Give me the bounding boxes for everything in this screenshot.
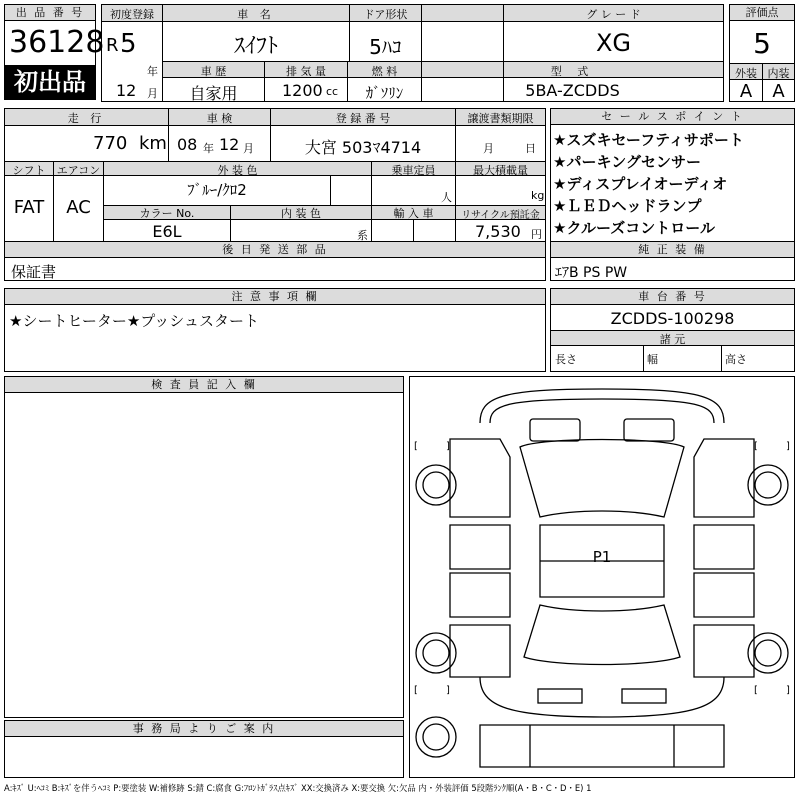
sales-points-header: セ ー ル ス ポ イ ン ト	[551, 109, 794, 125]
reg-year: 5	[120, 29, 137, 59]
capacity-header: 乗車定員	[391, 164, 436, 177]
exterior-color-value: ﾌﾞﾙｰ/ｸﾛ2	[187, 181, 247, 199]
sales-point: ★パーキングセンサー	[553, 153, 701, 171]
shift-header: シフト	[12, 164, 46, 177]
aircon-value: AC	[66, 197, 91, 218]
interior-color-unit: 系	[357, 229, 368, 242]
damage-diagram-box	[409, 376, 795, 778]
sales-points-box	[550, 108, 795, 242]
load-capacity-unit: kg	[531, 189, 545, 202]
chassis-header: 車 台 番 号	[551, 289, 794, 305]
height-label: 高さ	[725, 353, 747, 366]
later-parts-box	[4, 241, 546, 281]
grade-header: グ レ ー ド	[586, 8, 641, 21]
history-value: 自家用	[189, 84, 238, 103]
lot-number: 36128	[9, 25, 105, 60]
transfer-day-unit: 日	[525, 142, 536, 155]
office-header: 事 務 局 よ り ご 案 内	[5, 721, 403, 737]
transfer-header: 譲渡書類期限	[467, 112, 534, 125]
recycle-value: 7,530	[475, 222, 521, 241]
plate-header: 登 録 番 号	[335, 112, 391, 125]
notes-box	[4, 288, 546, 372]
exterior-score-label: 外装	[735, 67, 757, 80]
equipment-header: 純 正 装 備	[551, 242, 794, 258]
sales-point: ★クルーズコントロール	[553, 219, 715, 237]
grade-value: XG	[595, 29, 632, 57]
vehicle-info-box	[101, 4, 724, 102]
lot-box	[4, 4, 105, 100]
displacement-unit: cc	[326, 85, 339, 98]
mileage-value: 770	[93, 133, 128, 154]
later-parts-value: 保証書	[11, 263, 57, 281]
fuel-value: ｶﾞｿﾘﾝ	[365, 84, 404, 102]
door-header: ドア形状	[363, 8, 408, 21]
equipment-box	[550, 241, 795, 281]
svg-text:]: ]	[446, 685, 450, 696]
color-no-value: E6L	[152, 222, 182, 241]
import-header: 輸 入 車	[393, 207, 434, 220]
recycle-unit: 円	[531, 228, 542, 241]
displacement-value: 1200	[282, 81, 323, 100]
mileage-unit: km	[139, 133, 167, 154]
inspection-header: 車 検	[206, 112, 233, 125]
door-shape: 5ﾊｺ	[369, 35, 402, 59]
dims-header: 諸 元	[659, 333, 686, 346]
interior-score-label: 内装	[767, 67, 790, 80]
car-name-header: 車 名	[237, 8, 275, 21]
interior-color-header: 内 装 色	[281, 207, 321, 220]
score-box	[729, 4, 795, 102]
svg-text:[: [	[414, 685, 418, 696]
aircon-header: エアコン	[56, 164, 101, 177]
sales-point: ★ＬＥＤヘッドランプ	[553, 197, 702, 215]
score-header: 評価点	[730, 5, 794, 21]
color-no-header: カラー No.	[139, 207, 195, 220]
history-header: 車 歴	[200, 65, 227, 78]
model-header: 型 式	[550, 65, 595, 78]
damage-mark-p1: P1	[592, 548, 612, 566]
svg-text:]: ]	[786, 441, 790, 452]
inspection-year: 08	[177, 135, 198, 154]
exterior-color-header: 外 装 色	[217, 164, 258, 177]
load-capacity-header: 最大積載量	[473, 164, 528, 177]
reg-month-unit: 月	[147, 87, 158, 100]
inspector-box	[4, 376, 404, 718]
model-value: 5BA-ZCDDS	[525, 81, 620, 100]
inspection-month-unit: 月	[243, 142, 254, 155]
interior-score: A	[772, 81, 785, 102]
svg-text:]: ]	[446, 441, 450, 452]
legend-text: A:ｷｽﾞ U:ﾍｺﾐ B:ｷｽﾞを伴うﾍｺﾐ P:要塗装 W:補修跡 S:錆 C:腐食 G:ﾌﾛﾝﾄｶﾞﾗｽ点ｷｽﾞ XX:交換済み X:要交換 欠:欠品 内・外装評価 5段階ﾗﾝｸ順(A・B・C・D・E) 1	[4, 783, 592, 793]
inspector-header: 検 査 員 記 入 欄	[5, 377, 403, 393]
car-name: ｽｲﾌﾄ	[233, 34, 278, 59]
transfer-month-unit: 月	[483, 142, 494, 155]
chassis-value: ZCDDS-100298	[610, 309, 735, 328]
width-label: 幅	[647, 353, 658, 366]
lot-header: 出 品 番 号	[5, 5, 95, 21]
plate-value: 大宮 503ﾏ4714	[304, 138, 422, 157]
shift-value: FAT	[13, 197, 45, 218]
chassis-box	[550, 288, 795, 372]
displacement-header: 排 気 量	[286, 65, 326, 78]
reg-era: R	[106, 35, 119, 56]
inspection-year-unit: 年	[203, 142, 214, 155]
office-box	[4, 720, 404, 778]
reg-month: 12	[116, 81, 137, 100]
notes-header: 注 意 事 項 欄	[5, 289, 545, 305]
mileage-header: 走 行	[67, 112, 106, 125]
inspection-month: 12	[219, 135, 240, 154]
svg-text:[: [	[414, 441, 418, 452]
length-label: 長さ	[555, 353, 577, 366]
svg-text:[: [	[754, 441, 758, 452]
later-parts-header: 後 日 発 送 部 品	[5, 242, 545, 258]
reg-header: 初度登録	[110, 8, 154, 21]
exterior-score: A	[739, 81, 753, 102]
svg-text:[: [	[754, 685, 758, 696]
equipment-value: ｴｱB PS PW	[555, 265, 628, 281]
car-damage-diagram	[410, 377, 794, 777]
sales-point: ★ディスプレイオーディオ	[553, 175, 728, 193]
capacity-unit: 人	[441, 191, 452, 204]
recycle-header: リサイクル預託金	[461, 210, 540, 221]
score-value: 5	[753, 27, 771, 60]
notes-value: ★シートヒーター★プッシュスタート	[9, 312, 259, 330]
reg-year-unit: 年	[147, 65, 158, 78]
svg-text:]: ]	[786, 685, 790, 696]
sales-point: ★スズキセーフティサポート	[553, 131, 744, 149]
first-listing-badge: 初出品	[5, 65, 95, 99]
fuel-header: 燃 料	[371, 65, 398, 78]
details-box	[4, 108, 546, 242]
